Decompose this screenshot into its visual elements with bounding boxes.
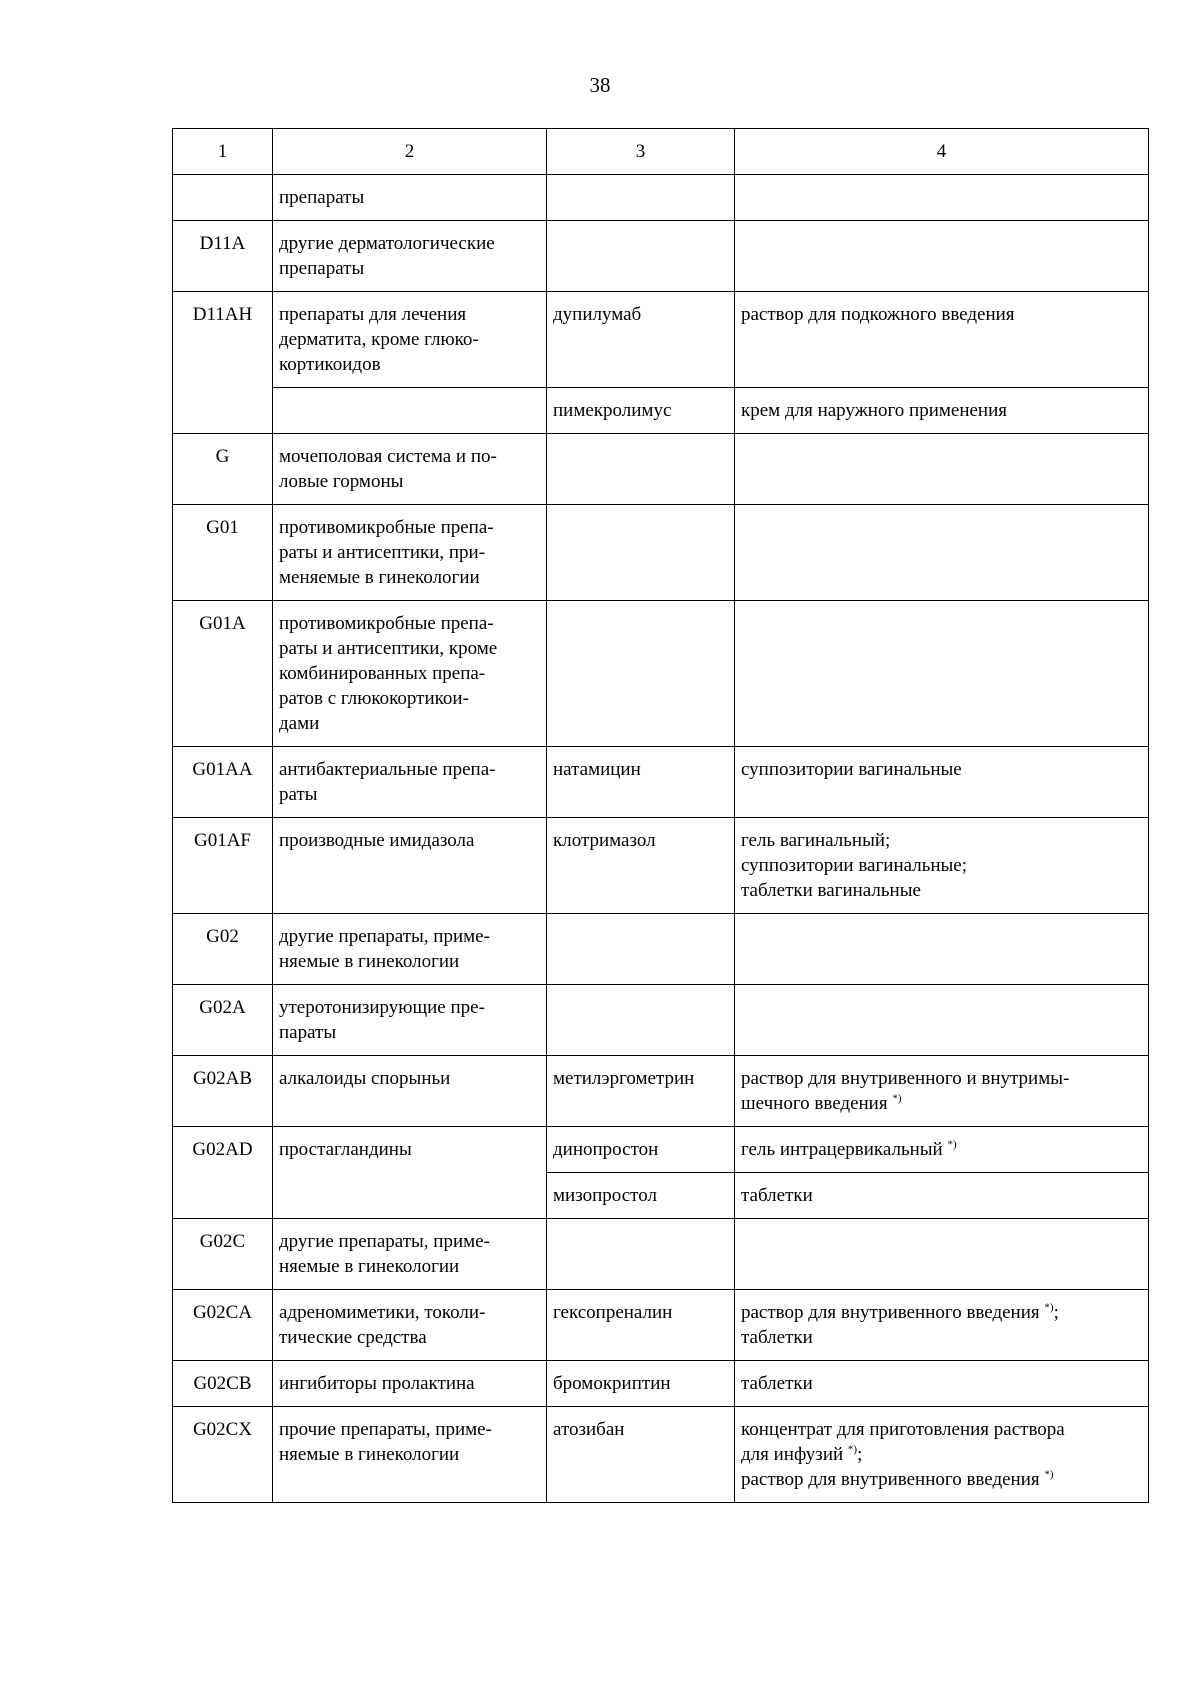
table-row — [173, 601, 1149, 747]
dosage-form-line — [741, 853, 1142, 878]
drug-name-cell — [547, 221, 735, 292]
dosage-form-cell — [735, 818, 1149, 914]
column-header: 4 — [735, 129, 1149, 175]
dosage-form-text: суппозитории вагинальные — [741, 759, 962, 780]
table-row — [173, 175, 1149, 221]
footnote-mark: *) — [947, 1138, 957, 1151]
atc-code-cell: G02CA — [173, 1290, 273, 1361]
table-row — [173, 1219, 1149, 1290]
page-number: 38 — [589, 73, 611, 97]
group-name-cell — [273, 1407, 547, 1503]
atc-code-cell: G02A — [173, 985, 273, 1056]
dosage-form-cell — [735, 505, 1149, 601]
table-row — [173, 434, 1149, 505]
table-row — [173, 1056, 1149, 1127]
group-name-line: другие дерматологические — [279, 233, 495, 254]
footnote-mark: *) — [1044, 1468, 1054, 1481]
dosage-form-text: раствор для внутривенного и внутримы- — [741, 1068, 1070, 1089]
atc-code-cell: G01AA — [173, 747, 273, 818]
dosage-form-cell — [735, 434, 1149, 505]
table-row — [173, 221, 1149, 292]
group-name-line: тические средства — [279, 1327, 427, 1348]
group-name-cell — [273, 747, 547, 818]
footnote-mark: *) — [892, 1092, 902, 1105]
atc-code-cell: G01A — [173, 601, 273, 747]
table-row — [173, 747, 1149, 818]
drug-name-cell: дупилумаб — [547, 292, 735, 388]
dosage-form-line — [741, 757, 1142, 782]
table-row — [173, 985, 1149, 1056]
group-name-line: раты и антисептики, при- — [279, 542, 486, 563]
dosage-form-line — [741, 1417, 1142, 1442]
group-name-cell — [273, 601, 547, 747]
dosage-form-cell — [735, 388, 1149, 434]
dosage-form-line — [741, 1300, 1142, 1325]
dosage-form-line — [741, 302, 1142, 327]
group-name-line: противомикробные препа- — [279, 613, 494, 634]
dosage-form-text: гель интрацервикальный — [741, 1139, 948, 1160]
dosage-form-text: таблетки вагинальные — [741, 880, 921, 901]
dosage-form-cell — [735, 1056, 1149, 1127]
dosage-form-line — [741, 828, 1142, 853]
dosage-form-cell — [735, 221, 1149, 292]
punctuation: ; — [1053, 1302, 1059, 1323]
group-name-line: препараты — [279, 258, 365, 279]
drug-name-cell — [547, 175, 735, 221]
atc-code-cell — [173, 175, 273, 221]
drug-name-cell — [547, 914, 735, 985]
atc-code-cell: G01AF — [173, 818, 273, 914]
table-row — [173, 292, 1149, 388]
table-row — [173, 818, 1149, 914]
dosage-form-text: раствор для внутривенного введения — [741, 1469, 1045, 1490]
group-name-line: няемые в гинекологии — [279, 951, 460, 972]
table-row — [173, 1361, 1149, 1407]
group-name-cell — [273, 985, 547, 1056]
group-name-line: меняемые в гинекологии — [279, 567, 480, 588]
drug-name-cell: мизопростол — [547, 1173, 735, 1219]
group-name-cell — [273, 175, 547, 221]
drug-name-cell: гексопреналин — [547, 1290, 735, 1361]
group-name-cell — [273, 1056, 547, 1127]
group-name-line: кортикоидов — [279, 354, 381, 375]
drug-name-cell: динопростон — [547, 1127, 735, 1173]
drug-table — [172, 128, 1149, 1503]
group-name-line: ингибиторы пролактина — [279, 1373, 475, 1394]
atc-code-cell: G02AD — [173, 1127, 273, 1219]
dosage-form-text: крем для наружного применения — [741, 400, 1008, 421]
dosage-form-line — [741, 1066, 1142, 1091]
group-name-line: утеротонизирующие пре- — [279, 997, 485, 1018]
dosage-form-text: таблетки — [741, 1327, 813, 1348]
group-name-line: няемые в гинекологии — [279, 1444, 460, 1465]
drug-name-cell: пимекролимус — [547, 388, 735, 434]
column-header: 3 — [547, 129, 735, 175]
drug-name-cell — [547, 985, 735, 1056]
group-name-line: препараты для лечения — [279, 304, 467, 325]
dosage-form-line — [741, 1325, 1142, 1350]
group-name-line: ловые гормоны — [279, 471, 404, 492]
group-name-cell — [273, 1361, 547, 1407]
drug-name-cell — [547, 434, 735, 505]
group-name-line: раты и антисептики, кроме — [279, 638, 498, 659]
dosage-form-cell — [735, 747, 1149, 818]
dosage-form-line — [741, 1371, 1142, 1396]
atc-code-cell: D11A — [173, 221, 273, 292]
drug-name-cell: натамицин — [547, 747, 735, 818]
atc-code-cell: D11AH — [173, 292, 273, 434]
dosage-form-cell — [735, 1219, 1149, 1290]
dosage-form-line — [741, 1442, 1142, 1467]
column-header: 1 — [173, 129, 273, 175]
dosage-form-text: гель вагинальный; — [741, 830, 891, 851]
drug-name-cell: клотримазол — [547, 818, 735, 914]
group-name-line: комбинированных препа- — [279, 663, 486, 684]
group-name-line: другие препараты, приме- — [279, 926, 490, 947]
drug-name-cell: атозибан — [547, 1407, 735, 1503]
group-name-cell — [273, 914, 547, 985]
group-name-line: прочие препараты, приме- — [279, 1419, 492, 1440]
dosage-form-text: раствор для подкожного введения — [741, 304, 1015, 325]
group-name-line: простагландины — [279, 1139, 412, 1160]
dosage-form-cell — [735, 601, 1149, 747]
dosage-form-text: суппозитории вагинальные; — [741, 855, 968, 876]
column-header: 2 — [273, 129, 547, 175]
table-row — [173, 1407, 1149, 1503]
table-row — [173, 914, 1149, 985]
group-name-line: адреномиметики, токоли- — [279, 1302, 486, 1323]
dosage-form-cell — [735, 914, 1149, 985]
atc-code-cell: G02AB — [173, 1056, 273, 1127]
group-name-line: алкалоиды спорыньи — [279, 1068, 451, 1089]
group-name-cell — [273, 1219, 547, 1290]
dosage-form-cell — [735, 1173, 1149, 1219]
dosage-form-text: таблетки — [741, 1373, 813, 1394]
footnote-mark: *) — [847, 1443, 858, 1456]
dosage-form-line — [741, 398, 1142, 423]
dosage-form-text: раствор для внутривенного введения — [741, 1302, 1045, 1323]
atc-code-cell: G — [173, 434, 273, 505]
group-name-line: антибактериальные препа- — [279, 759, 496, 780]
dosage-form-cell — [735, 1407, 1149, 1503]
dosage-form-cell — [735, 1290, 1149, 1361]
dosage-form-text: таблетки — [741, 1185, 813, 1206]
drug-name-cell — [547, 1219, 735, 1290]
table-header-row — [173, 129, 1149, 175]
group-name-line: производные имидазола — [279, 830, 475, 851]
table-row — [173, 505, 1149, 601]
group-name-line: раты — [279, 784, 318, 805]
group-name-cell — [273, 292, 547, 388]
atc-code-cell: G02CX — [173, 1407, 273, 1503]
group-name-line: препараты — [279, 187, 365, 208]
drug-name-cell — [547, 601, 735, 747]
dosage-form-cell — [735, 175, 1149, 221]
dosage-form-line — [741, 1183, 1142, 1208]
footnote-mark: *) — [1044, 1301, 1054, 1314]
group-name-line: ратов с глюкокортикои- — [279, 688, 469, 709]
group-name-cell — [273, 505, 547, 601]
group-name-line: противомикробные препа- — [279, 517, 494, 538]
table-row — [173, 1127, 1149, 1173]
dosage-form-line — [741, 878, 1142, 903]
drug-name-cell: метилэргометрин — [547, 1056, 735, 1127]
dosage-form-text: концентрат для приготовления раствора — [741, 1419, 1065, 1440]
punctuation: ; — [857, 1444, 863, 1465]
group-name-line: дерматита, кроме глюко- — [279, 329, 479, 350]
group-name-line: дами — [279, 713, 320, 734]
atc-code-cell: G01 — [173, 505, 273, 601]
dosage-form-text: шечного введения — [741, 1093, 893, 1114]
table-row — [173, 388, 1149, 434]
dosage-form-line — [741, 1137, 1142, 1162]
drug-name-cell — [547, 505, 735, 601]
atc-code-cell: G02 — [173, 914, 273, 985]
dosage-form-text: для инфузий — [741, 1444, 848, 1465]
group-name-cell — [273, 1290, 547, 1361]
group-name-line: параты — [279, 1022, 337, 1043]
group-name-cell — [273, 221, 547, 292]
table-row — [173, 1290, 1149, 1361]
group-name-cell — [273, 388, 547, 434]
dosage-form-cell — [735, 292, 1149, 388]
dosage-form-cell — [735, 1361, 1149, 1407]
dosage-form-cell — [735, 1127, 1149, 1173]
group-name-line: мочеполовая система и по- — [279, 446, 497, 467]
group-name-cell — [273, 1127, 547, 1219]
atc-code-cell: G02C — [173, 1219, 273, 1290]
dosage-form-cell — [735, 985, 1149, 1056]
atc-code-cell: G02CB — [173, 1361, 273, 1407]
drug-name-cell: бромокриптин — [547, 1361, 735, 1407]
group-name-cell — [273, 818, 547, 914]
dosage-form-line — [741, 1467, 1142, 1492]
dosage-form-line — [741, 1091, 1142, 1116]
group-name-cell — [273, 434, 547, 505]
group-name-line: другие препараты, приме- — [279, 1231, 490, 1252]
group-name-line: няемые в гинекологии — [279, 1256, 460, 1277]
